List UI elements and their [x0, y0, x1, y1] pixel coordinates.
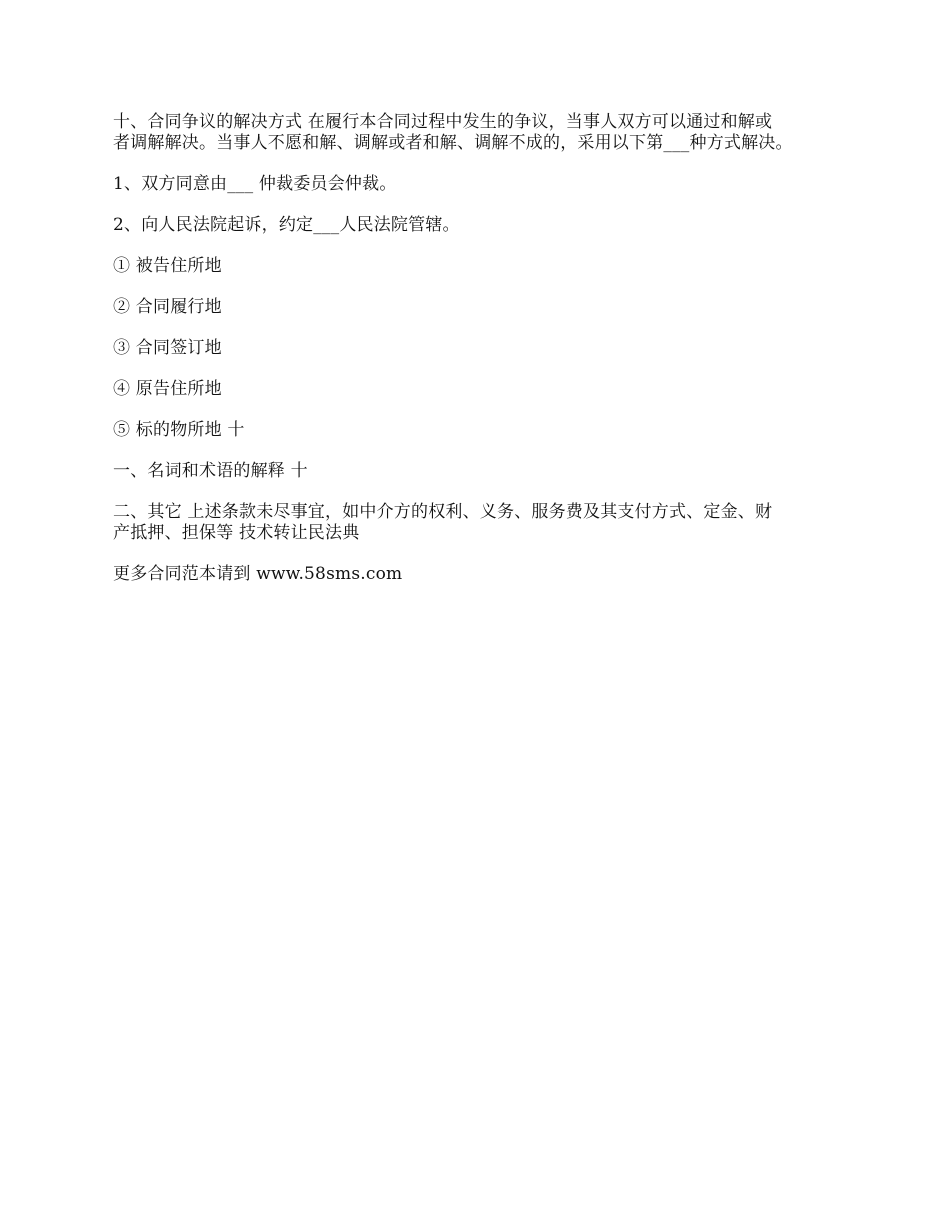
court-option: 2、向人民法院起诉，约定___人民法院管辖。: [113, 215, 460, 235]
venue-item-plaintiff: ④ 原告住所地: [113, 379, 222, 399]
terms-definition-heading: 一、名词和术语的解释 十: [113, 461, 308, 481]
other-matters-line-1: 二、其它 上述条款未尽事宜，如中介方的权利、义务、服务费及其支付方式、定金、财: [113, 502, 773, 522]
venue-item-defendant: ① 被告住所地: [113, 256, 222, 276]
dispute-resolution-line-1: 十、合同争议的解决方式 在履行本合同过程中发生的争议，当事人双方可以通过和解或: [113, 112, 773, 132]
venue-item-subject-matter: ⑤ 标的物所地 十: [113, 420, 245, 440]
document-page: [113, 112, 833, 605]
venue-item-performance: ② 合同履行地: [113, 297, 222, 317]
dispute-resolution-paragraph: [113, 112, 833, 154]
arbitration-option: 1、双方同意由___ 仲裁委员会仲裁。: [113, 174, 397, 194]
venue-item-signing: ③ 合同签订地: [113, 338, 222, 358]
other-matters-line-2: 产抵押、担保等 技术转让民法典: [113, 523, 360, 543]
other-matters-paragraph: [113, 502, 833, 544]
dispute-resolution-line-2: 者调解解决。当事人不愿和解、调解或者和解、调解不成的，采用以下第___种方式解决。: [113, 133, 793, 153]
footer-link-text: 更多合同范本请到 www.58sms.com: [113, 564, 403, 584]
